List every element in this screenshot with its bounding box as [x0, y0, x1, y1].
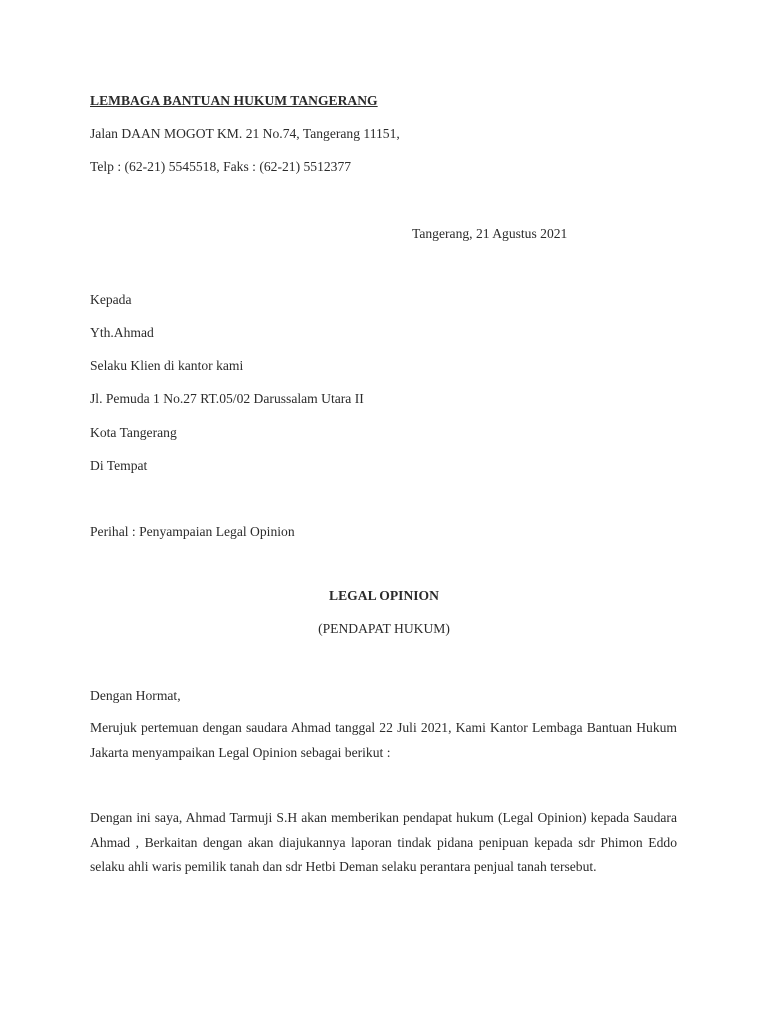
recipient-name: Yth.Ahmad [90, 325, 154, 340]
recipient-city: Kota Tangerang [90, 425, 177, 440]
body-paragraph-2: Dengan ini saya, Ahmad Tarmuji S.H akan memberikan pendapat hukum (Legal Opinion) kepada Saudara Ahmad , Berkaitan dengan akan diajukannya laporan tindak pidana penipuan kepada sdr Phimon Eddo selaku ahli waris pemilik tanah dan sdr Hetbi Deman selaku perantara penjual tanah tersebut. [90, 810, 677, 874]
letterhead-org-name: LEMBAGA BANTUAN HUKUM TANGERANG [90, 93, 378, 108]
body-paragraph-1: Merujuk pertemuan dengan saudara Ahmad tanggal 22 Juli 2021, Kami Kantor Lembaga Bantuan Hukum Jakarta menyampaikan Legal Opinion sebagai berikut : [90, 720, 677, 760]
recipient-to: Kepada [90, 292, 132, 307]
letterhead-contact: Telp : (62-21) 5545518, Faks : (62-21) 5512377 [90, 159, 352, 174]
salutation: Dengan Hormat, [90, 688, 181, 703]
recipient-street: Jl. Pemuda 1 No.27 RT.05/02 Darussalam Utara II [90, 391, 364, 406]
recipient-role: Selaku Klien di kantor kami [90, 358, 244, 373]
letterhead-address: Jalan DAAN MOGOT KM. 21 No.74, Tangerang 11151, [90, 126, 400, 141]
recipient-place: Di Tempat [90, 458, 148, 473]
letter-date: Tangerang, 21 Agustus 2021 [412, 226, 568, 241]
document-title: LEGAL OPINION [329, 588, 439, 603]
letter-subject: Perihal : Penyampaian Legal Opinion [90, 524, 295, 539]
document-subtitle: (PENDAPAT HUKUM) [318, 621, 450, 636]
